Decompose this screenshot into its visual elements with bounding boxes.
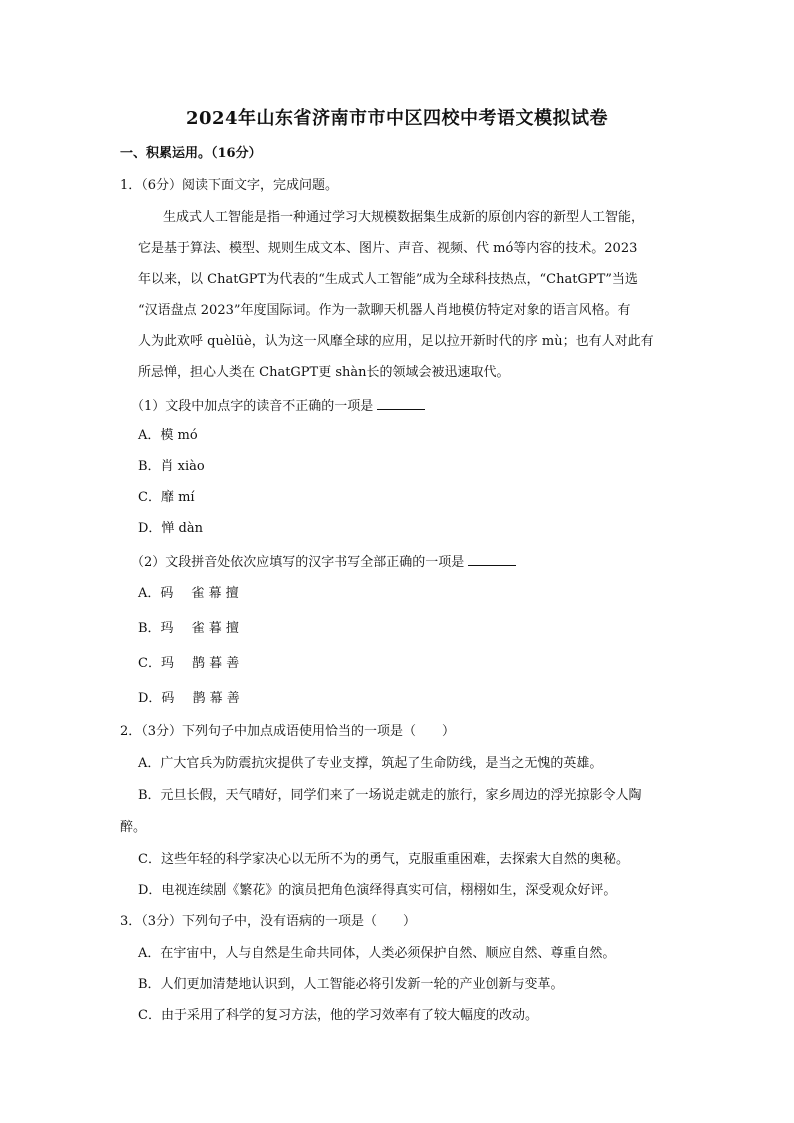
option-d: D．电视连续剧《繁花》的演员把角色演绎得真实可信，栩栩如生，深受观众好评。 — [138, 883, 617, 898]
answer-blank[interactable] — [468, 553, 516, 566]
subquestion-1-stem: （1）文段中加点字的读音不正确的一项是 — [131, 399, 374, 414]
option-a: A．在宇宙中，人与自然是生命共同体，人类必须保护自然、顺应自然、尊重自然。 — [138, 946, 616, 961]
option-text: 雀 幕 擅 — [191, 586, 239, 601]
option-b — [138, 621, 239, 637]
passage-line: 年以来，以 ChatGPT为代表的“生成式人工智能”成为全球科技热点，“ChatGPT”当选 — [138, 272, 638, 287]
question-3-stem: 3．（3分）下列句子中，没有语病的一项是（ ） — [120, 914, 417, 929]
passage-line: 生成式人工智能是指一种通过学习大规模数据集生成新的原创内容的新型人工智能， — [163, 210, 645, 225]
option-d: D．惮 dàn — [138, 521, 204, 536]
subquestion-1 — [131, 397, 425, 415]
option-c: C．靡 mí — [138, 490, 195, 505]
option-c: C．这些年轻的科学家决心以无所不为的勇气，克服重重困难，去探索大自然的奥秘。 — [138, 852, 629, 867]
option-text: 鹊 暮 善 — [191, 656, 240, 671]
option-d — [138, 691, 240, 707]
option-b-continued: 醉。 — [120, 820, 147, 835]
option-letter: B．玛 — [138, 621, 174, 636]
page-title: 2024年山东省济南市市中区四校中考语文模拟试卷 — [185, 108, 609, 129]
option-letter: D．码 — [138, 691, 175, 706]
subquestion-2 — [131, 553, 516, 571]
option-a — [138, 586, 239, 602]
option-letter: C．玛 — [138, 656, 174, 671]
passage-line: 所忌惮，担心人类在 ChatGPT更 shàn长的领域会被迅速取代。 — [138, 365, 510, 380]
passage-line: 人为此欢呼 quèlüè，认为这一风靡全球的应用，足以拉开新时代的序 mù；也有人对此有 — [138, 334, 654, 349]
option-c — [138, 656, 239, 672]
subquestion-2-stem: （2）文段拼音处依次应填写的汉字书写全部正确的一项是 — [131, 555, 465, 570]
section-heading: 一、积累运用。（16分） — [120, 146, 262, 161]
option-b: B．元旦长假，天气晴好，同学们来了一场说走就走的旅行，家乡周边的浮光掠影令人陶 — [138, 788, 642, 803]
option-b: B．人们更加清楚地认识到，人工智能必将引发新一轮的产业创新与变革。 — [138, 977, 564, 992]
answer-blank[interactable] — [377, 397, 425, 410]
option-text: 鹊 幕 善 — [192, 691, 240, 706]
passage-line: 它是基于算法、模型、规则生成文本、图片、声音、视频、代 mó等内容的技术。2023 — [138, 241, 638, 256]
option-letter: A．码 — [138, 586, 174, 601]
option-c: C．由于采用了科学的复习方法，他的学习效率有了较大幅度的改动。 — [138, 1008, 538, 1023]
passage-line: “汉语盘点 2023”年度国际词。作为一款聊天机器人肖地模仿特定对象的语言风格。有 — [138, 303, 631, 318]
option-text: 雀 暮 擅 — [191, 621, 239, 636]
option-a: A．模 mó — [138, 428, 198, 443]
option-a: A．广大官兵为防震抗灾提供了专业支撑，筑起了生命防线，是当之无愧的英雄。 — [138, 756, 603, 771]
question-2-stem: 2．（3分）下列句子中加点成语使用恰当的一项是（ ） — [120, 724, 456, 739]
option-b: B．肖 xiào — [138, 459, 205, 474]
question-1-stem: 1．（6分）阅读下面文字，完成问题。 — [120, 178, 339, 193]
